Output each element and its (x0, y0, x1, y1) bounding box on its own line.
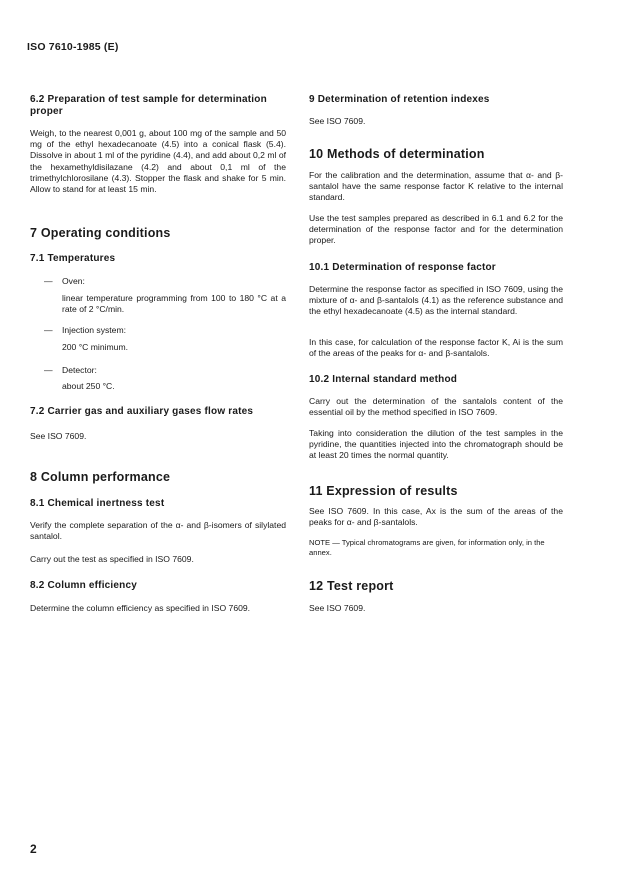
heading-7-1: 7.1 Temperatures (30, 253, 116, 264)
list-dash: — (44, 276, 53, 286)
paragraph-9: See ISO 7609. (309, 116, 366, 126)
list-item-label: Oven: (62, 276, 85, 286)
page-number: 2 (30, 842, 37, 856)
list-dash: — (44, 365, 53, 375)
list-item-label: Detector: (62, 365, 97, 375)
paragraph-6-2: Weigh, to the nearest 0,001 g, about 100 mg of the sample and 50 mg of the ethyl hexadecanoate (4.5) into a conical flask (5.4). Dissolve in about 1 ml of the pyridine (4.4), and add about 0,2 ml of the hexamethyldisilazane (4.2) and about 0,1 ml of the trimethylchlorosilane (4.3). Stopper the flask and shake for 5 min. Allow to stand for at least 15 min. (30, 128, 286, 195)
list-item-detail: 200 °C minimum. (62, 342, 128, 352)
heading-11: 11 Expression of results (309, 484, 458, 498)
document-header: ISO 7610-1985 (E) (27, 41, 119, 53)
list-dash: — (44, 325, 53, 335)
paragraph-8-2: Determine the column efficiency as specified in ISO 7609. (30, 603, 251, 613)
heading-8-1: 8.1 Chemical inertness test (30, 498, 165, 509)
paragraph-10-2-a: Carry out the determination of the santalols content of the essential oil by the method specified in ISO 7609. (309, 396, 563, 418)
paragraph-12: See ISO 7609. (309, 603, 366, 613)
heading-10-1: 10.1 Determination of response factor (309, 262, 496, 273)
paragraph-10-b: Use the test samples prepared as described in 6.1 and 6.2 for the determination of the response factor and for the determination proper. (309, 213, 563, 246)
paragraph-10-a: For the calibration and the determination, assume that α- and β-santalol have the same response factor K relative to the internal standard. (309, 170, 563, 203)
note-11: NOTE — Typical chromatograms are given, for information only, in the annex. (309, 538, 545, 557)
paragraph-7-2: See ISO 7609. (30, 431, 87, 441)
paragraph-10-1-b: In this case, for calculation of the response factor K, Ai is the sum of the areas of the peaks for α- and β-santalols. (309, 337, 563, 359)
heading-8: 8 Column performance (30, 470, 171, 484)
heading-10-2: 10.2 Internal standard method (309, 374, 458, 385)
heading-9: 9 Determination of retention indexes (309, 94, 490, 105)
list-item-detail: linear temperature programming from 100 to 180 °C at a rate of 2 °C/min. (62, 293, 286, 315)
heading-7: 7 Operating conditions (30, 226, 171, 240)
paragraph-10-2-b: Taking into consideration the dilution of the test samples in the pyridine, the quantities injected into the chromatograph should be at least 20 times the normal quantity. (309, 428, 563, 461)
paragraph-11: See ISO 7609. In this case, Ax is the sum of the areas of the peaks for α- and β-santalols. (309, 506, 563, 528)
heading-8-2: 8.2 Column efficiency (30, 580, 138, 591)
heading-6-2: 6.2 Preparation of test sample for determination proper (30, 94, 267, 117)
paragraph-8-1-a: Verify the complete separation of the α- and β-isomers of silylated santalol. (30, 520, 286, 542)
list-item-detail: about 250 °C. (62, 381, 115, 391)
heading-12: 12 Test report (309, 579, 394, 593)
paragraph-8-1-b: Carry out the test as specified in ISO 7609. (30, 554, 194, 564)
heading-10: 10 Methods of determination (309, 147, 485, 161)
paragraph-10-1-a: Determine the response factor as specified in ISO 7609, using the mixture of α- and β-santalols (4.1) as the reference substance and the ethyl hexadecanoate (4.5) as the internal standard. (309, 284, 563, 317)
list-item-label: Injection system: (62, 325, 126, 335)
heading-7-2: 7.2 Carrier gas and auxiliary gases flow rates (30, 406, 254, 417)
